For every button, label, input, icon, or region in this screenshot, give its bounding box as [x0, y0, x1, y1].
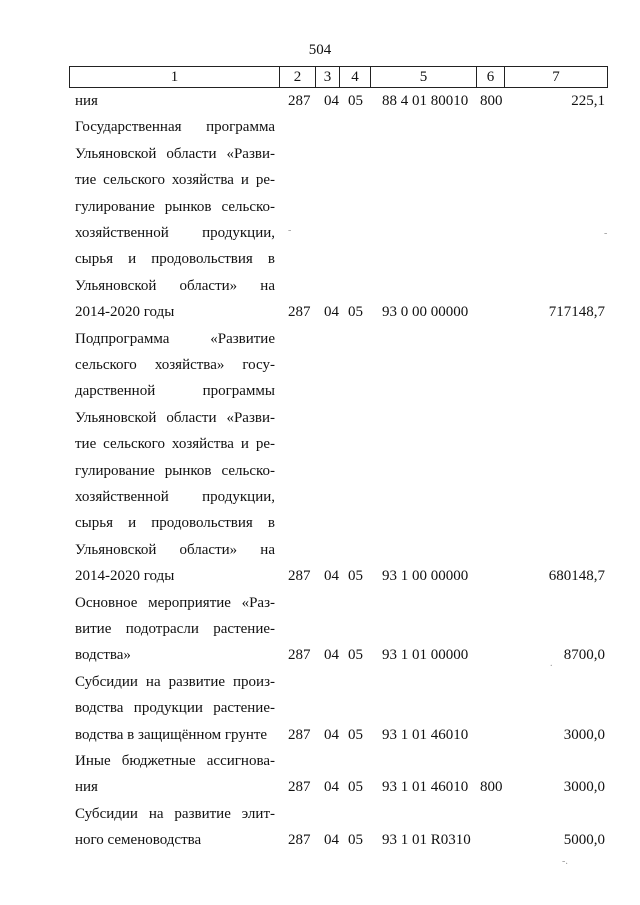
row-cell-c3: 04 — [324, 647, 339, 664]
column-header-1: 1 — [70, 67, 280, 88]
row-name-line: Иные бюджетные ассигнова- — [75, 753, 275, 769]
column-header-2: 2 — [280, 67, 316, 88]
row-cell-c6: 800 — [480, 93, 503, 109]
row-cell-c3: 04 — [324, 726, 339, 743]
row-cell-c2: 287 — [288, 568, 311, 585]
column-header-row — [70, 67, 608, 88]
scan-mark: . — [550, 658, 553, 669]
row-cell-c5: 93 1 01 R0310 — [382, 832, 471, 849]
row-cell-c5: 93 1 01 00000 — [382, 647, 469, 664]
row-cell-c4: 05 — [348, 832, 363, 849]
scan-mark: - — [288, 225, 292, 236]
row-cell-c7: 225,1 — [571, 93, 605, 109]
row-name-line: ния — [75, 779, 98, 796]
table-row — [0, 590, 640, 669]
row-name-line: 2014-2020 годы — [75, 304, 175, 321]
row-name-line: Основное мероприятие «Раз- — [75, 594, 275, 611]
row-name-line: Подпрограмма «Развитие — [75, 330, 275, 347]
row-name-line: водства» — [75, 647, 131, 664]
row-cell-c2: 287 — [288, 726, 311, 743]
row-cell-c3: 04 — [324, 93, 339, 109]
row-cell-c3: 04 — [324, 779, 339, 796]
row-cell-c7: 3000,0 — [563, 779, 605, 796]
table-row — [0, 114, 640, 325]
row-cell-c7: 3000,0 — [563, 726, 605, 743]
row-cell-c5: 93 0 00 00000 — [382, 304, 469, 321]
column-header-5: 5 — [371, 67, 477, 88]
row-cell-c2: 287 — [288, 779, 311, 796]
row-name-line: водства в защищённом грунте — [75, 726, 268, 743]
row-name-line: Ульяновской области «Разви- — [75, 145, 275, 162]
table-row — [0, 748, 640, 801]
row-cell-c7: 5000,0 — [563, 832, 605, 849]
row-cell-c2: 287 — [288, 647, 311, 664]
column-header-3: 3 — [316, 67, 340, 88]
row-name-line: сельского хозяйства» госу- — [75, 356, 275, 373]
column-header-6: 6 — [477, 67, 505, 88]
row-cell-c5: 88 4 01 80010 — [382, 93, 469, 109]
row-name-line: ния — [75, 93, 98, 109]
row-cell-c4: 05 — [348, 647, 363, 664]
table-row — [0, 669, 640, 748]
row-name-line: Ульяновской области» на — [75, 277, 275, 294]
row-name-line: Субсидии на развитие произ- — [75, 673, 275, 690]
row-cell-c5: 93 1 00 00000 — [382, 568, 469, 585]
row-cell-c2: 287 — [288, 304, 311, 321]
row-name-line: дарственной программы — [75, 383, 275, 400]
column-header-7: 7 — [505, 67, 608, 88]
row-cell-c6: 800 — [480, 779, 503, 796]
row-name-line: гулирование рынков сельско- — [75, 198, 275, 215]
row-name-line: сырья и продовольствия в — [75, 251, 275, 268]
row-cell-c4: 05 — [348, 726, 363, 743]
table-row — [0, 801, 640, 854]
row-cell-c7: 8700,0 — [563, 647, 605, 664]
row-cell-c2: 287 — [288, 93, 311, 109]
row-name-line: 2014-2020 годы — [75, 568, 175, 585]
row-name-line: хозяйственной продукции, — [75, 224, 275, 241]
row-cell-c4: 05 — [348, 779, 363, 796]
row-name-line: тие сельского хозяйства и ре- — [75, 172, 275, 189]
row-cell-c3: 04 — [324, 304, 339, 321]
row-name-line: тие сельского хозяйства и ре- — [75, 436, 275, 453]
scan-mark: -. — [562, 856, 568, 867]
row-cell-c5: 93 1 01 46010 — [382, 726, 469, 743]
row-cell-c4: 05 — [348, 93, 363, 109]
column-header-4: 4 — [340, 67, 371, 88]
page-number: 504 — [308, 42, 332, 58]
row-name-line: ного семеноводства — [75, 832, 202, 849]
row-name-line: Ульяновской области «Разви- — [75, 409, 275, 426]
row-cell-c3: 04 — [324, 568, 339, 585]
row-name-line: хозяйственной продукции, — [75, 488, 275, 505]
row-name-line: водства продукции растение- — [75, 700, 275, 717]
row-name-line: Государственная программа — [75, 119, 275, 136]
row-cell-c5: 93 1 01 46010 — [382, 779, 469, 796]
row-cell-c7: 680148,7 — [548, 568, 605, 585]
scan-mark: - — [604, 228, 608, 239]
table-row — [0, 326, 640, 590]
row-cell-c7: 717148,7 — [548, 304, 605, 321]
row-name-line: Субсидии на развитие элит- — [75, 805, 275, 822]
row-name-line: витие подотрасли растение- — [75, 620, 275, 637]
row-name-line: сырья и продовольствия в — [75, 515, 275, 532]
table-row — [0, 88, 640, 114]
row-cell-c2: 287 — [288, 832, 311, 849]
row-cell-c4: 05 — [348, 568, 363, 585]
row-name-line: Ульяновской области» на — [75, 541, 275, 558]
row-name-line: гулирование рынков сельско- — [75, 462, 275, 479]
row-cell-c4: 05 — [348, 304, 363, 321]
row-cell-c3: 04 — [324, 832, 339, 849]
column-header-table — [69, 66, 608, 88]
